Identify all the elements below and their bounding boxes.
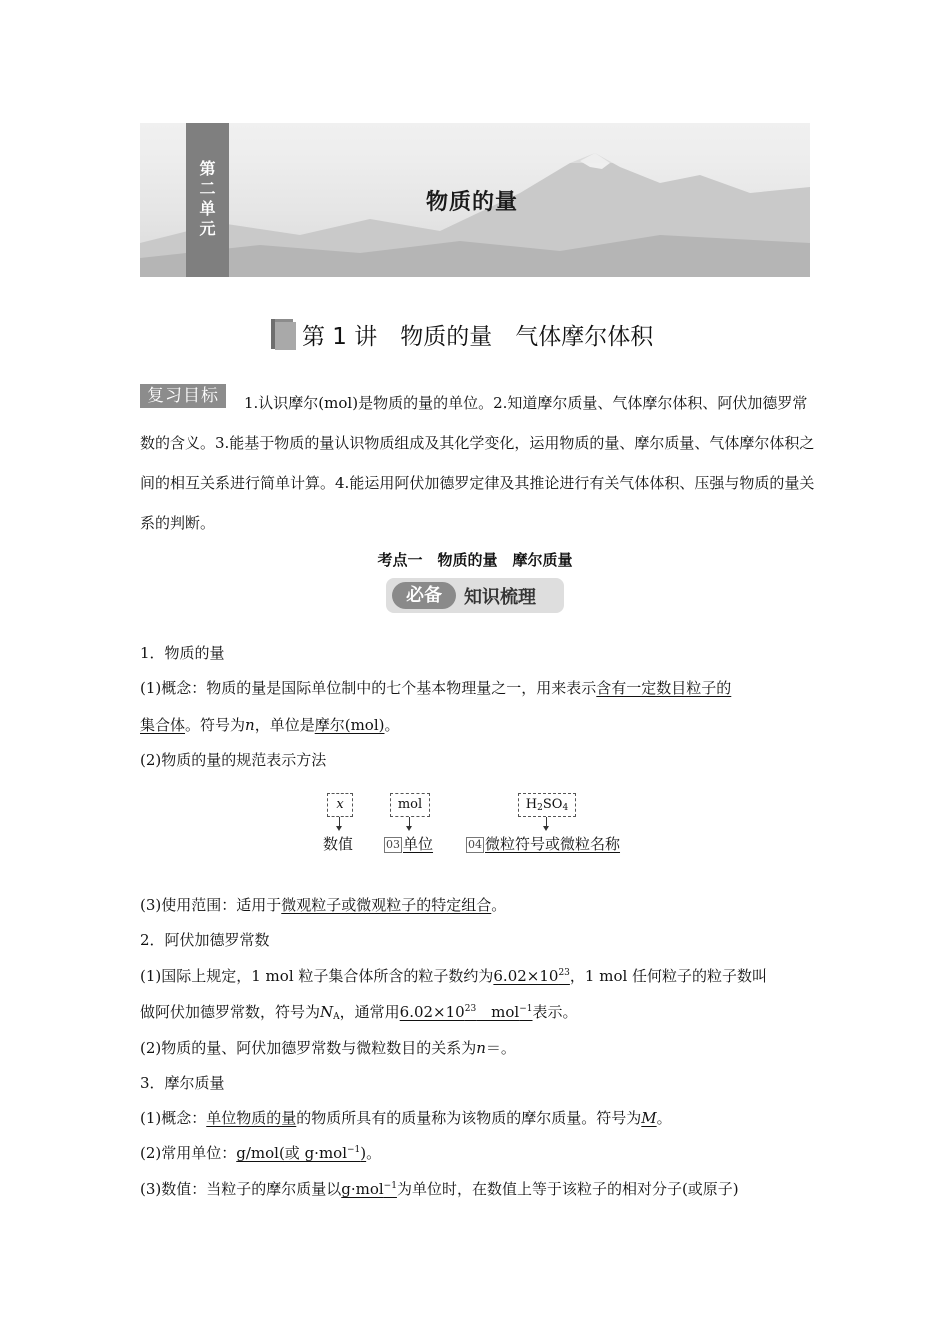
book-icon: [268, 317, 298, 351]
s3-line1: (1)概念：单位物质的量的物质所具有的质量称为该物质的摩尔质量。符号为M。: [140, 1109, 672, 1127]
answer-blank: g/mol(或 g·mol$^{-1}$): [236, 1144, 367, 1162]
unit-char: 单: [199, 199, 216, 218]
answer-blank: 含有一定数目粒子的: [596, 679, 732, 697]
unit-char: 第: [199, 159, 216, 178]
unit-title: 物质的量: [426, 190, 519, 215]
s1-concept-line2: 集合体。符号为n，单位是摩尔(mol)。: [140, 716, 400, 734]
knowledge-badge-right: 知识梳理: [464, 586, 536, 608]
s1-scope: (3)使用范围：适用于微观粒子或微观粒子的特定组合。: [140, 896, 507, 914]
value-label: 数值: [323, 835, 354, 853]
s3-line3: (3)数值：当粒子的摩尔质量以g·mol$^{-1}$为单位时，在数值上等于该粒子的相对分子(或原子): [140, 1180, 739, 1198]
answer-blank: 微观粒子或微观粒子的特定组合: [281, 896, 492, 914]
answer-blank: 集合体: [140, 716, 186, 734]
unit-banner: [140, 123, 810, 277]
arrow-down-icon: [339, 817, 340, 827]
s1-title: 1．物质的量: [140, 644, 225, 662]
s1-notation-title: (2)物质的量的规范表示方法: [140, 751, 327, 769]
s3-title: 3．摩尔质量: [140, 1074, 225, 1092]
unit-char: 元: [199, 219, 216, 238]
s2-title: 2．阿伏加德罗常数: [140, 931, 270, 949]
answer-blank: 摩尔(mol): [314, 716, 385, 734]
section-heading: 考点一 物质的量 摩尔质量: [377, 551, 573, 569]
s2-line3: (2)物质的量、阿伏加德罗常数与微粒数目的关系为n＝。: [140, 1039, 516, 1057]
unit-char: 二: [199, 179, 216, 198]
lecture-header: [268, 314, 653, 354]
answer-blank: $6.02\times 10^{23}$: [493, 967, 570, 985]
s2-line2: 做阿伏加德罗常数，符号为$N_A$，通常用$6.02\times 10^{23}$ mol$^{-1}$表示。: [140, 1003, 578, 1022]
particle-label: 04 微粒符号或微粒名称: [468, 835, 621, 853]
answer-blank: g·mol$^{-1}$: [341, 1180, 397, 1198]
formula-box: $H_2SO_4$: [518, 793, 576, 817]
arrow-down-icon: [409, 817, 410, 827]
review-goal-text: 1.认识摩尔(mol)是物质的量的单位。2.知道摩尔质量、气体摩尔体积、阿伏加德罗常数的含义。3.能基于物质的量认识物质组成及其化学变化，运用物质的量、摩尔质量、气体摩尔体积之间的相互关系进行简单计算。4.能运用阿伏加德罗定律及其推论进行有关气体体积、压强与物质的量关系的判断。: [140, 394, 815, 532]
answer-blank: $6.02\times 10^{23}$ mol$^{-1}$: [399, 1003, 533, 1021]
answer-blank: 单位物质的量: [206, 1109, 297, 1127]
review-goal-badge: 复习目标: [140, 384, 226, 408]
value-box: x: [327, 793, 353, 817]
s3-line2: (2)常用单位：g/mol(或 g·mol$^{-1}$)。: [140, 1144, 382, 1162]
lecture-title: 第 1 讲 物质的量 气体摩尔体积: [302, 323, 654, 350]
knowledge-badge: [386, 578, 564, 613]
blank-number: 04: [468, 838, 482, 851]
unit-tab: [186, 123, 229, 277]
s2-line1: (1)国际上规定，1 mol 粒子集合体所含的粒子数约为$6.02\times 10^{23}$，1 mol 任何粒子的粒子数叫: [140, 967, 768, 985]
arrow-down-icon: [546, 817, 547, 827]
unit-box: mol: [390, 793, 430, 817]
knowledge-badge-left: 必备: [392, 582, 456, 609]
unit-label: 03 单位: [386, 835, 434, 853]
s1-concept-line1: (1)概念：物质的量是国际单位制中的七个基本物理量之一，用来表示含有一定数目粒子的: [140, 679, 732, 697]
answer-blank: M: [641, 1109, 657, 1127]
blank-number: 03: [386, 838, 400, 851]
